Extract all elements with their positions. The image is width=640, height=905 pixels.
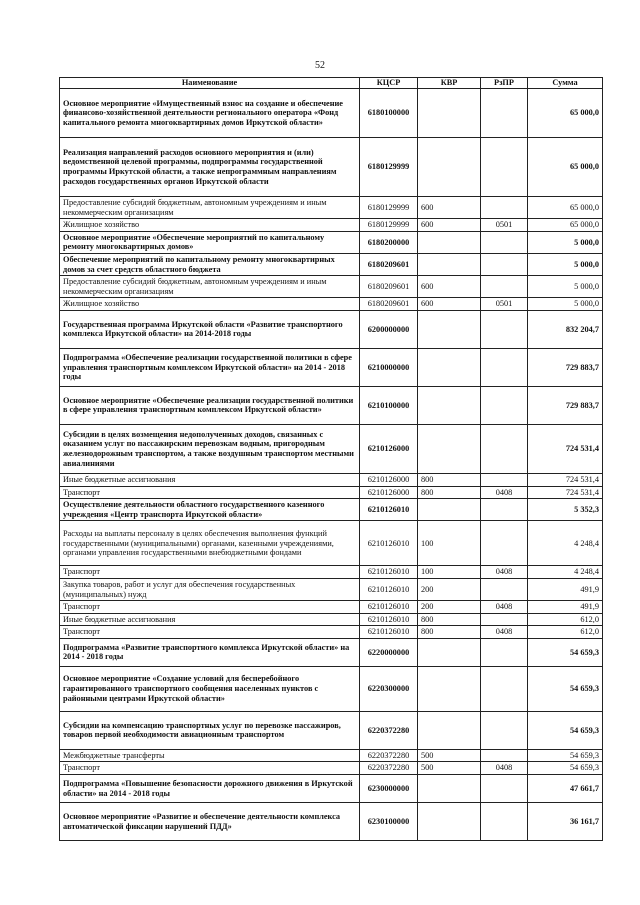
row-rzpr-cell: 0408 — [481, 486, 528, 499]
row-kvr-cell — [418, 499, 481, 521]
row-rzpr-cell — [481, 499, 528, 521]
row-name-cell: Субсидии на компенсацию транспортных услуг по перевозке пассажиров, товаров первой необходимости авиационным транспортом — [60, 711, 360, 749]
header-sum: Сумма — [528, 78, 603, 89]
row-name-cell: Основное мероприятие «Имущественный взнос на создание и обеспечение финансово-хозяйственной деятельности регионального оператора «Фонд капитального ремонта многоквартирных домов Иркутской области» — [60, 89, 360, 138]
row-kvr-cell — [418, 711, 481, 749]
row-kvr-cell: 800 — [418, 626, 481, 639]
row-sum-cell: 65 000,0 — [528, 89, 603, 138]
row-sum-cell: 5 000,0 — [528, 231, 603, 253]
table-row — [60, 666, 603, 711]
row-name-cell: Обеспечение мероприятий по капитальному ремонту многоквартирных домов за счет средств областного бюджета — [60, 253, 360, 275]
row-name-cell: Жилищное хозяйство — [60, 298, 360, 311]
row-sum-cell: 4 248,4 — [528, 566, 603, 579]
page-number: 52 — [315, 60, 325, 71]
table-row — [60, 626, 603, 639]
row-kvr-cell: 600 — [418, 219, 481, 232]
budget-table — [59, 77, 603, 841]
row-sum-cell: 5 000,0 — [528, 253, 603, 275]
row-rzpr-cell — [481, 386, 528, 424]
row-rzpr-cell — [481, 138, 528, 197]
row-sum-cell: 491,9 — [528, 578, 603, 600]
row-kvr-cell — [418, 775, 481, 803]
row-name-cell: Основное мероприятие «Создание условий для бесперебойного гарантированного транспортного сообщения населенных пунктов с районными центрами Иркутской области» — [60, 666, 360, 711]
row-kvr-cell — [418, 803, 481, 841]
row-rzpr-cell — [481, 473, 528, 486]
row-sum-cell: 65 000,0 — [528, 138, 603, 197]
row-kvr-cell: 800 — [418, 613, 481, 626]
table-row — [60, 473, 603, 486]
row-kvr-cell — [418, 231, 481, 253]
row-name-cell: Предоставление субсидий бюджетным, автономным учреждениям и иным некоммерческим организациям — [60, 276, 360, 298]
row-rzpr-cell — [481, 276, 528, 298]
row-kcsr-cell: 6220300000 — [360, 666, 418, 711]
row-sum-cell: 54 659,3 — [528, 666, 603, 711]
row-rzpr-cell: 0501 — [481, 298, 528, 311]
row-kcsr-cell: 6180209601 — [360, 298, 418, 311]
row-kcsr-cell: 6210126010 — [360, 521, 418, 566]
row-kcsr-cell: 6230100000 — [360, 803, 418, 841]
row-sum-cell: 729 883,7 — [528, 386, 603, 424]
row-name-cell: Межбюджетные трансферты — [60, 749, 360, 762]
row-kcsr-cell: 6180200000 — [360, 231, 418, 253]
row-rzpr-cell: 0408 — [481, 626, 528, 639]
row-kcsr-cell: 6210126000 — [360, 486, 418, 499]
row-kvr-cell: 200 — [418, 601, 481, 614]
row-kcsr-cell: 6180129999 — [360, 219, 418, 232]
table-row — [60, 566, 603, 579]
row-name-cell: Подпрограмма «Развитие транспортного комплекса Иркутской области» на 2014 - 2018 годы — [60, 638, 360, 666]
row-kvr-cell: 500 — [418, 762, 481, 775]
row-sum-cell: 54 659,3 — [528, 711, 603, 749]
row-kcsr-cell: 6200000000 — [360, 310, 418, 348]
row-kvr-cell — [418, 638, 481, 666]
row-sum-cell: 65 000,0 — [528, 197, 603, 219]
row-kcsr-cell: 6210126010 — [360, 626, 418, 639]
row-sum-cell: 65 000,0 — [528, 219, 603, 232]
row-kcsr-cell: 6210126010 — [360, 613, 418, 626]
row-kcsr-cell: 6210000000 — [360, 348, 418, 386]
table-row — [60, 775, 603, 803]
row-rzpr-cell: 0408 — [481, 566, 528, 579]
header-name: Наименование — [60, 78, 360, 89]
row-sum-cell: 4 248,4 — [528, 521, 603, 566]
row-kcsr-cell: 6210100000 — [360, 386, 418, 424]
row-kvr-cell: 100 — [418, 566, 481, 579]
row-sum-cell: 54 659,3 — [528, 762, 603, 775]
row-name-cell: Иные бюджетные ассигнования — [60, 473, 360, 486]
row-rzpr-cell — [481, 89, 528, 138]
row-rzpr-cell — [481, 578, 528, 600]
row-sum-cell: 5 000,0 — [528, 276, 603, 298]
row-name-cell: Транспорт — [60, 566, 360, 579]
row-rzpr-cell — [481, 613, 528, 626]
row-kcsr-cell: 6210126010 — [360, 578, 418, 600]
row-kvr-cell — [418, 253, 481, 275]
row-rzpr-cell — [481, 197, 528, 219]
row-name-cell: Закупка товаров, работ и услуг для обеспечения государственных (муниципальных) нужд — [60, 578, 360, 600]
table-row — [60, 138, 603, 197]
row-name-cell: Основное мероприятие «Развитие и обеспечение деятельности комплекса автоматической фиксации нарушений ПДД» — [60, 803, 360, 841]
row-name-cell: Расходы на выплаты персоналу в целях обеспечения выполнения функций государственными (муниципальными) органами, казенными учреждениями, органами управления государственными внебюджетными фондами — [60, 521, 360, 566]
row-sum-cell: 724 531,4 — [528, 473, 603, 486]
table-row — [60, 386, 603, 424]
table-row — [60, 486, 603, 499]
row-kvr-cell: 500 — [418, 749, 481, 762]
table-row — [60, 638, 603, 666]
table-row — [60, 219, 603, 232]
table-row — [60, 578, 603, 600]
row-kvr-cell: 100 — [418, 521, 481, 566]
header-kcsr: КЦСР — [360, 78, 418, 89]
table-row — [60, 803, 603, 841]
row-rzpr-cell — [481, 711, 528, 749]
table-row — [60, 499, 603, 521]
row-sum-cell: 36 161,7 — [528, 803, 603, 841]
row-kvr-cell — [418, 138, 481, 197]
row-kcsr-cell: 6210126010 — [360, 499, 418, 521]
table-row — [60, 424, 603, 473]
row-rzpr-cell: 0408 — [481, 762, 528, 775]
row-name-cell: Субсидии в целях возмещения недополученных доходов, связанных с оказанием услуг по пассажирским перевозкам водным, пригородным железнодорожным транспортом, а также воздушным транспортом местными авиалиниями — [60, 424, 360, 473]
row-kcsr-cell: 6210126010 — [360, 601, 418, 614]
row-name-cell: Жилищное хозяйство — [60, 219, 360, 232]
row-rzpr-cell — [481, 666, 528, 711]
row-name-cell: Транспорт — [60, 762, 360, 775]
table-row — [60, 521, 603, 566]
row-rzpr-cell — [481, 803, 528, 841]
row-kcsr-cell: 6180100000 — [360, 89, 418, 138]
row-rzpr-cell: 0408 — [481, 601, 528, 614]
table-row — [60, 310, 603, 348]
row-kcsr-cell: 6230000000 — [360, 775, 418, 803]
row-rzpr-cell — [481, 253, 528, 275]
table-row — [60, 613, 603, 626]
table-row — [60, 298, 603, 311]
row-name-cell: Транспорт — [60, 486, 360, 499]
row-name-cell: Подпрограмма «Обеспечение реализации государственной политики в сфере управления транспортным комплексом Иркутской области» на 2014 - 2018 годы — [60, 348, 360, 386]
row-sum-cell: 5 352,3 — [528, 499, 603, 521]
row-sum-cell: 832 204,7 — [528, 310, 603, 348]
row-name-cell: Основное мероприятие «Обеспечение реализации государственной политики в сфере управления транспортным комплексом Иркутской области» — [60, 386, 360, 424]
row-rzpr-cell: 0501 — [481, 219, 528, 232]
row-kcsr-cell: 6220372280 — [360, 762, 418, 775]
row-name-cell: Государственная программа Иркутской области «Развитие транспортного комплекса Иркутской области» на 2014-2018 годы — [60, 310, 360, 348]
row-name-cell: Реализация направлений расходов основного мероприятия и (или) ведомственной целевой программы, подпрограммы государственной программы Иркутской области, а также непрограммным направлениям расходов государственных органов Иркутской области — [60, 138, 360, 197]
row-rzpr-cell — [481, 775, 528, 803]
row-kcsr-cell: 6210126010 — [360, 566, 418, 579]
row-kvr-cell — [418, 666, 481, 711]
row-name-cell: Осуществление деятельности областного государственного казенного учреждения «Центр транспорта Иркутской области» — [60, 499, 360, 521]
row-kcsr-cell: 6220000000 — [360, 638, 418, 666]
row-sum-cell: 54 659,3 — [528, 638, 603, 666]
row-kvr-cell: 600 — [418, 197, 481, 219]
row-kcsr-cell: 6210126000 — [360, 473, 418, 486]
row-kvr-cell — [418, 89, 481, 138]
row-kcsr-cell: 6220372280 — [360, 749, 418, 762]
table-row — [60, 762, 603, 775]
row-rzpr-cell — [481, 310, 528, 348]
row-rzpr-cell — [481, 231, 528, 253]
row-kvr-cell — [418, 348, 481, 386]
row-sum-cell: 54 659,3 — [528, 749, 603, 762]
row-rzpr-cell — [481, 521, 528, 566]
row-sum-cell: 47 661,7 — [528, 775, 603, 803]
row-name-cell: Транспорт — [60, 601, 360, 614]
row-kvr-cell: 800 — [418, 473, 481, 486]
table-row — [60, 276, 603, 298]
row-sum-cell: 724 531,4 — [528, 424, 603, 473]
row-kcsr-cell: 6180129999 — [360, 138, 418, 197]
row-name-cell: Транспорт — [60, 626, 360, 639]
table-row — [60, 253, 603, 275]
row-rzpr-cell — [481, 749, 528, 762]
header-rzpr: РзПР — [481, 78, 528, 89]
row-rzpr-cell — [481, 424, 528, 473]
row-kvr-cell: 600 — [418, 276, 481, 298]
row-sum-cell: 612,0 — [528, 613, 603, 626]
row-kcsr-cell: 6180209601 — [360, 253, 418, 275]
row-kvr-cell — [418, 310, 481, 348]
row-kvr-cell — [418, 386, 481, 424]
row-kvr-cell — [418, 424, 481, 473]
row-rzpr-cell — [481, 638, 528, 666]
row-rzpr-cell — [481, 348, 528, 386]
row-kcsr-cell: 6210126000 — [360, 424, 418, 473]
row-kvr-cell: 600 — [418, 298, 481, 311]
row-kcsr-cell: 6180129999 — [360, 197, 418, 219]
table-row — [60, 231, 603, 253]
row-sum-cell: 729 883,7 — [528, 348, 603, 386]
row-kcsr-cell: 6180209601 — [360, 276, 418, 298]
row-sum-cell: 724 531,4 — [528, 486, 603, 499]
row-kvr-cell: 200 — [418, 578, 481, 600]
table-row — [60, 749, 603, 762]
row-name-cell: Иные бюджетные ассигнования — [60, 613, 360, 626]
table-header-row — [60, 78, 603, 89]
row-kcsr-cell: 6220372280 — [360, 711, 418, 749]
row-sum-cell: 612,0 — [528, 626, 603, 639]
row-sum-cell: 491,9 — [528, 601, 603, 614]
row-sum-cell: 5 000,0 — [528, 298, 603, 311]
header-kvr: КВР — [418, 78, 481, 89]
row-name-cell: Подпрограмма «Повышение безопасности дорожного движения в Иркутской области» на 2014 - 2018 годы — [60, 775, 360, 803]
row-name-cell: Предоставление субсидий бюджетным, автономным учреждениям и иным некоммерческим организациям — [60, 197, 360, 219]
table-body — [60, 89, 603, 841]
row-name-cell: Основное мероприятие «Обеспечение мероприятий по капитальному ремонту многоквартирных домов» — [60, 231, 360, 253]
table-row — [60, 89, 603, 138]
table-row — [60, 711, 603, 749]
row-kvr-cell: 800 — [418, 486, 481, 499]
table-row — [60, 197, 603, 219]
table-row — [60, 348, 603, 386]
table-row — [60, 601, 603, 614]
